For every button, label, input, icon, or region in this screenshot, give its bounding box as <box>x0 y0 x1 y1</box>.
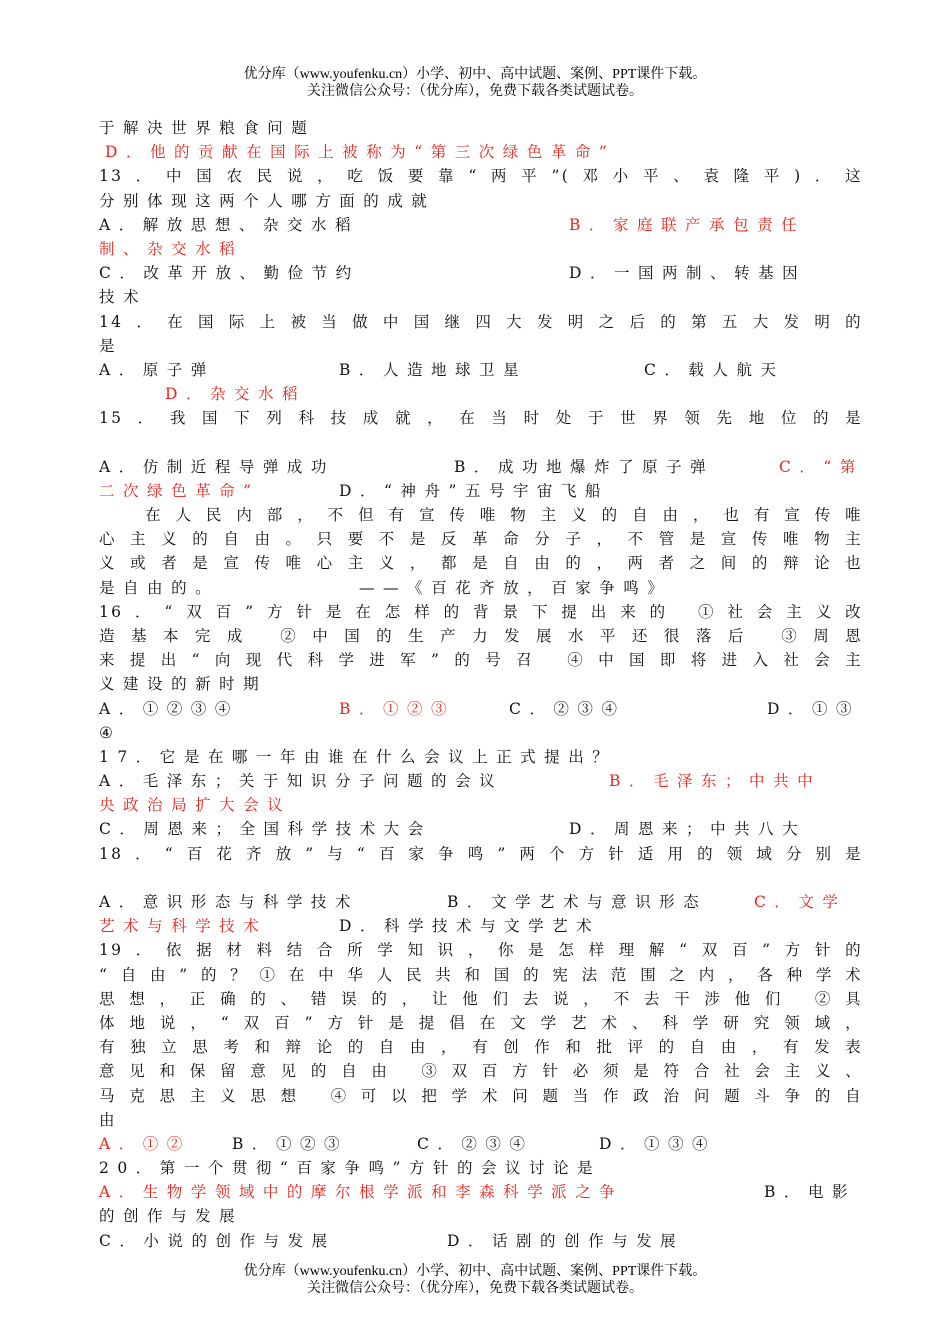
option-b: B．文学艺术与意识形态 <box>447 893 708 911</box>
question-17: 17．它是在哪一年由谁在什么会议上正式提出？ <box>99 747 617 766</box>
text-line: 是 <box>99 336 124 355</box>
option-row <box>99 817 863 841</box>
text-line: 马克思主义思想 ④可以把学术问题当作政治问题斗争的自 <box>99 1086 863 1105</box>
option-a: A．仿制近程导弹成功 <box>99 457 335 476</box>
option-c-answer-cont: 二次绿色革命” <box>99 481 260 500</box>
option-b-answer: B．家庭联产承包责任 <box>569 215 806 234</box>
option-d: D．话剧的创作与发展 <box>447 1231 685 1250</box>
question-14: 14．在国际上被当做中国继四大发明之后的第五大发明的 <box>99 312 863 331</box>
option-row <box>99 914 863 938</box>
question-18: 18．“百花齐放”与“百家争鸣”两个方针适用的领域分别是 <box>99 844 863 863</box>
option-d: D．科学技术与文学艺术 <box>339 917 601 936</box>
question-19: 19．依据材料结合所学知识，你是怎样理解“双百”方针的 <box>99 941 863 960</box>
text-line: 于解决世界粮食问题 <box>99 119 316 137</box>
footer-line-2: 关注微信公众号：（优分库），免费下载各类试题试卷。 <box>307 1281 643 1296</box>
text-line: 意见和保留意见的自由 ③双百方针必须是符合社会主义、 <box>99 1062 863 1081</box>
option-a-answer: A．生物学领域中的摩尔根学派和李森科学派之争 <box>99 1183 624 1202</box>
option-c-answer-cont: 艺术与科学技术 <box>99 917 268 936</box>
option-a: A．意识形态与科学技术 <box>99 893 359 911</box>
option-row <box>99 769 863 793</box>
option-b: B．人造地球卫星 <box>339 360 528 379</box>
text-line: 技术 <box>99 288 148 307</box>
option-c-answer: C．“第 <box>779 457 864 476</box>
text-line: “自由”的？①在中华人民共和国的宪法范围之内，各种学术 <box>99 965 863 984</box>
material-line <box>99 576 863 600</box>
option-a-answer: A．①② <box>99 1134 191 1153</box>
option-c: C．载人航天 <box>644 360 785 379</box>
option-c: C．②③④ <box>509 699 626 718</box>
material-source: ——《百花齐放，百家争鸣》 <box>359 578 672 597</box>
material-line: 在人民内部，不但有宣传唯物主义的自由，也有宣传唯 <box>145 506 863 524</box>
option-b: B．成功地爆炸了原子弹 <box>454 457 715 476</box>
option-c: C．周恩来；全国科学技术大会 <box>99 820 432 839</box>
option-c-answer: C．文学 <box>754 893 847 911</box>
option-row <box>99 1180 863 1204</box>
text-line: 的创作与发展 <box>99 1207 244 1226</box>
option-b: B．①②③ <box>232 1134 349 1153</box>
option-a: A．毛泽东；关于知识分子问题的会议 <box>99 772 504 791</box>
answer-line: 制、杂交水稻 <box>99 239 244 258</box>
text-line: 有独立思考和辩论的自由，有创作和批评的自由，有发表 <box>99 1038 863 1057</box>
blank-line <box>99 866 863 890</box>
option-d: D．“神舟”五号宇宙飞船 <box>339 481 610 500</box>
header-line-2: 关注微信公众号：（优分库），免费下载各类试题试卷。 <box>307 84 643 99</box>
answer-line: 央政治局扩大会议 <box>99 796 292 815</box>
option-b: B．电影 <box>764 1183 856 1202</box>
page-footer <box>0 1263 950 1297</box>
option-row <box>99 1132 863 1156</box>
option-d: D．一国两制、转基因 <box>569 264 807 283</box>
option-row <box>99 479 863 503</box>
option-c: C．小说的创作与发展 <box>99 1231 336 1250</box>
option-c: C．改革开放、勤俭节约 <box>99 264 360 283</box>
option-row <box>99 1229 863 1253</box>
material-line: 心主义的自由。只要不是反革命分子，不管是宣传唯物主 <box>99 530 863 549</box>
text-line: 分别体现这两个人哪方面的成就 <box>99 191 436 210</box>
text-line: 造基本完成 ②中国的生产力发展水平还很落后 ③周恩 <box>99 626 863 645</box>
option-row <box>99 213 863 237</box>
question-15: 15．我国下列科技成就，在当时处于世界领先地位的是 <box>99 409 863 428</box>
question-16: 16．“双百”方针是在怎样的背景下提出来的 ①社会主义改 <box>99 602 863 621</box>
question-20: 20．第一个贯彻“百家争鸣”方针的会议讨论是 <box>99 1159 602 1178</box>
text-line: 体地说，“双百”方针是提倡在文学艺术、科学研究领域， <box>99 1013 863 1032</box>
document-body <box>99 116 863 1253</box>
option-a: A．①②③④ <box>99 699 239 718</box>
option-row <box>99 697 863 721</box>
option-d: D．①③ <box>767 699 861 718</box>
material-line: 义或者是宣传唯心主义，都是自由的，两者之间的辩论也 <box>99 554 863 573</box>
question-13: 13．中国农民说，吃饭要靠“两平”(邓小平、袁隆平)．这 <box>99 167 863 186</box>
page-header <box>0 66 950 100</box>
option-d: D．周恩来；中共八大 <box>569 820 807 839</box>
text-line: 义建设的新时期 <box>99 675 268 694</box>
option-a: A．原子弹 <box>99 360 215 379</box>
answer-line: D．他的贡献在国际上被称为“第三次绿色革命” <box>105 143 616 162</box>
option-b-answer: B．毛泽东；中共中 <box>609 772 822 791</box>
footer-line-1: 优分库（www.youfenku.cn）小学、初中、高中试题、案例、PPT课件下载。 <box>243 1264 707 1279</box>
header-line-1: 优分库（www.youfenku.cn）小学、初中、高中试题、案例、PPT课件下载。 <box>243 67 707 82</box>
option-c: C．②③④ <box>417 1134 534 1153</box>
option-d: D．①③④ <box>599 1134 717 1153</box>
option-b-answer: B．①②③ <box>339 699 456 718</box>
blank-line <box>99 430 863 454</box>
text-line: ④ <box>99 723 122 742</box>
text-line: 由 <box>99 1110 124 1129</box>
option-d-answer: D．杂交水稻 <box>165 385 307 404</box>
option-a: A．解放思想、杂交水稻 <box>99 215 359 234</box>
option-row <box>99 890 863 914</box>
option-row <box>99 261 863 285</box>
text-line: 思想，正确的、错误的，让他们去说，不去干涉他们 ②具 <box>99 989 863 1008</box>
text-line: 来提出“向现代科学进军”的号召 ④中国即将进入社会主 <box>99 651 863 670</box>
material-text: 是自由的。 <box>99 578 220 597</box>
option-row <box>99 358 863 382</box>
option-row <box>99 455 863 479</box>
